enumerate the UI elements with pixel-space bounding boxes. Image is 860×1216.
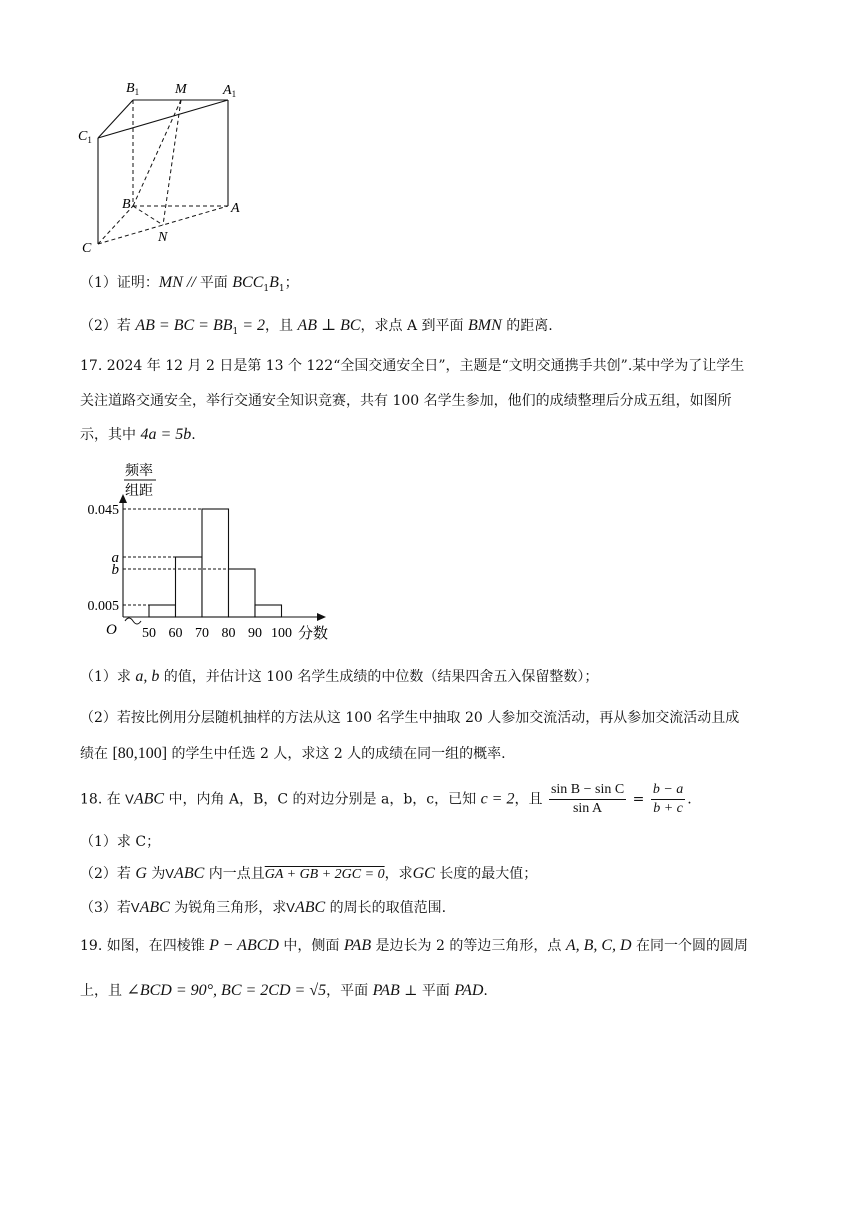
label-c: C: [82, 241, 92, 256]
q17-line3: 示，其中 4a = 5b.: [80, 426, 196, 443]
x-tick-label: 100: [271, 626, 292, 641]
y-tick-label: 0.005: [87, 599, 119, 614]
axis-break: [125, 618, 141, 624]
edge-c1-b1: [98, 100, 133, 138]
x-tick-label: 50: [142, 626, 156, 641]
histogram-bar: [149, 605, 176, 617]
x-axis-label: 分数: [298, 626, 329, 642]
label-n: N: [158, 230, 168, 245]
q16-part1: （1）证明：MN // 平面 $BCC_1B_1$；: [80, 274, 299, 294]
y-tick-label: a: [111, 550, 119, 566]
q17-part2-line2: 绩在 [80,100] 的学生中任选 2 人，求这 2 人的成绩在同一组的概率.: [80, 745, 506, 762]
x-tick-label: 60: [168, 626, 183, 641]
q16-part2: （2）若 AB = BC = $BB_1 = 2$，且 AB ⊥ BC，求点 A 到平面 BMN 的距离.: [80, 317, 553, 337]
q18-part1: （1）求 C；: [80, 834, 161, 850]
y-tick-label: b: [111, 562, 119, 578]
x-tick-label: 90: [248, 626, 262, 641]
q17-part1: （1）求 a, b 的值，并估计这 100 名学生成绩的中位数（结果四舍五入保留整数）；: [80, 668, 599, 685]
edge-c1-a1: [98, 100, 228, 138]
edge-m-b: [133, 100, 181, 206]
q18-part3: （3）若VABC 为锐角三角形，求VABC 的周长的取值范围.: [80, 899, 447, 916]
label-b1: $B_1$: [126, 81, 140, 97]
label-b: B: [122, 197, 131, 212]
y-label-top: 频率: [125, 464, 153, 479]
prism-figure: [76, 78, 246, 258]
label-a: A: [231, 201, 240, 216]
x-axis-arrow: [317, 613, 326, 621]
label-m: M: [175, 82, 187, 97]
frequency-histogram: [76, 460, 346, 645]
histogram-bar: [229, 569, 256, 617]
label-c1: $C_1$: [78, 129, 92, 145]
x-tick-label: 80: [221, 626, 236, 641]
histogram-bar: [202, 509, 229, 617]
histogram-bar: [176, 557, 203, 617]
y-tick-label: 0.045: [87, 503, 119, 518]
edge-b-n: [133, 206, 163, 225]
y-label-bottom: 组距: [125, 484, 153, 499]
q18-line1: 18. 在 VABC 中，内角 A，B，C 的对边分别是 a，b，c，已知 c = 2，且 $\frac{\text{sin B − sin C}}{\text{sin A}}$ = $\frac{b - a}{b + c}$ .: [80, 782, 692, 816]
q17-part2-line1: （2）若按比例用分层随机抽样的方法从这 100 名学生中抽取 20 人参加交流活动，再从参加交流活动且成: [80, 710, 740, 726]
label-a1: $A_1$: [223, 83, 237, 99]
q19-line1: 19. 如图，在四棱锥 P − ABCD 中，侧面 PAB 是边长为 2 的等边三角形，点 A, B, C, D 在同一个圆的圆周: [80, 937, 749, 954]
q18-part2: （2）若 G 为VABC 内一点且GA + GB + 2GC = 0，求GC 长度的最大值；: [80, 865, 538, 882]
q17-line1: 17. 2024 年 12 月 2 日是第 13 个 122“全国交通安全日”，主题是“文明交通携手共创”.某中学为了让学生: [80, 358, 745, 374]
q19-line2: 上，且 ∠BCD = 90°, BC = 2CD = √5，平面 PAB ⊥ 平面 PAD.: [80, 982, 488, 999]
q17-line2: 关注道路交通安全，举行交通安全知识竞赛，共有 100 名学生参加，他们的成绩整理后分成五组，如图所: [80, 393, 732, 409]
histogram-bar: [255, 605, 282, 617]
origin-label: O: [106, 622, 117, 638]
x-tick-label: 70: [195, 626, 209, 641]
